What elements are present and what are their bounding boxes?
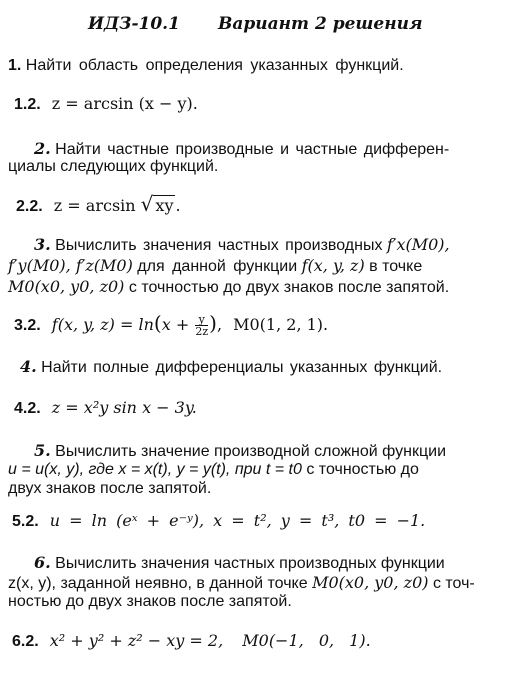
item-3-2-fraction <box>195 314 208 337</box>
task-3-heading-line-1 <box>34 235 450 255</box>
item-6-2-point: M0(−1, 0, 1). <box>242 631 371 650</box>
task-3-text-2b: для данной функции <box>137 258 298 275</box>
task-3-heading-line-3 <box>8 277 449 297</box>
item-3-2-formula: f(x, y, z) = ln <box>51 315 154 334</box>
item-2-2-radicand: xy <box>155 196 174 215</box>
sqrt-sign: √ <box>140 192 154 216</box>
item-5-2-formula: u = ln (eˣ + e⁻ʸ), x = t², y = t³, t0 = −1. <box>49 511 426 530</box>
task-6-heading-line-1 <box>34 553 445 573</box>
task-4-number: 4. <box>20 357 37 376</box>
task-3-text-3b: с точностью до двух знаков после запятой. <box>128 279 450 296</box>
task-1-text: Найти область определения указанных функций. <box>25 57 404 74</box>
task-5-text-2a: u = u(x, y), где x = x(t), y = y(t), при t = t0 <box>8 461 302 478</box>
item-2-2-formula-end: . <box>175 196 181 215</box>
fraction-denominator: 2z <box>195 325 209 338</box>
task-3-text-1b: f′x(M0), <box>386 235 450 254</box>
fraction-numerator: y <box>198 313 205 326</box>
variant-title: Вариант 2 решения <box>218 14 423 34</box>
task-6-text-1: Вычислить значения частных производных функции <box>55 555 445 572</box>
item-6-2-formula: x² + y² + z² − xy = 2, <box>49 631 224 650</box>
item-3-2-point: M0(1, 2, 1). <box>233 315 329 334</box>
item-2-2-formula-prefix: z = arcsin <box>53 196 136 215</box>
item-4-2-number: 4.2. <box>14 400 41 417</box>
task-5-text-2b: с точностью до <box>306 461 419 478</box>
task-6-text-2c: с точ- <box>432 575 475 592</box>
item-1-2-number: 1.2. <box>14 96 41 113</box>
task-3-text-1a: Вычислить значения частных производных <box>55 237 383 254</box>
task-3-number: 3. <box>34 235 51 254</box>
item-1-2-formula: z = arcsin (x − y). <box>51 94 198 113</box>
task-5-heading-line-2 <box>8 461 419 479</box>
task-6-number: 6. <box>34 553 51 572</box>
item-2-2-number: 2.2. <box>16 198 43 215</box>
task-4-text: Найти полные дифференциалы указанных функций. <box>41 359 443 376</box>
task-1-heading <box>8 57 404 75</box>
task-3-text-3a: M0(x0, y0, z0) <box>8 277 125 296</box>
item-4-2-formula: z = x²y sin x − 3y. <box>51 398 197 417</box>
task-3-text-2d: в точке <box>369 258 423 275</box>
task-2-number: 2. <box>34 139 51 158</box>
task-5-heading-line-1 <box>34 441 446 461</box>
task-6-item <box>12 631 371 651</box>
task-5-text-1: Вычислить значение производной сложной функции <box>55 443 447 460</box>
task-2-item <box>16 192 181 216</box>
task-6-heading-line-2 <box>8 573 475 593</box>
task-6-text-2a: z(x, y), заданной неявно, в данной точке <box>8 575 308 592</box>
item-6-2-number: 6.2. <box>12 633 39 650</box>
task-5-heading-line-3: двух знаков после запятой. <box>8 480 212 497</box>
task-5-item <box>12 511 425 531</box>
task-2-heading-line-1 <box>34 139 449 159</box>
item-5-2-number: 5.2. <box>12 513 39 530</box>
item-3-2-number: 3.2. <box>14 317 41 334</box>
task-3-text-2a: f′y(M0), f′z(M0) <box>8 256 133 275</box>
task-4-item <box>14 398 197 418</box>
task-2-heading-line-2: циалы следующих функций. <box>8 158 219 175</box>
task-5-number: 5. <box>34 441 51 460</box>
task-2-text-1: Найти частные производные и частные дифферен- <box>55 141 450 158</box>
document-code: ИДЗ-10.1 <box>88 14 180 34</box>
task-6-text-2b: M0(x0, y0, z0) <box>312 573 429 592</box>
task-3-heading-line-2 <box>8 256 422 276</box>
task-1-item <box>14 94 198 114</box>
task-3-text-2c: f(x, y, z) <box>301 256 365 275</box>
task-3-item: 3.2. f(x, y, z) = ln(x + $\frac{y}{2z}$ ), M0(1, 2, 1). <box>14 311 329 338</box>
task-6-heading-line-3: ностью до двух знаков после запятой. <box>8 593 292 610</box>
task-4-heading <box>20 357 442 377</box>
task-1-number: 1. <box>8 57 22 74</box>
